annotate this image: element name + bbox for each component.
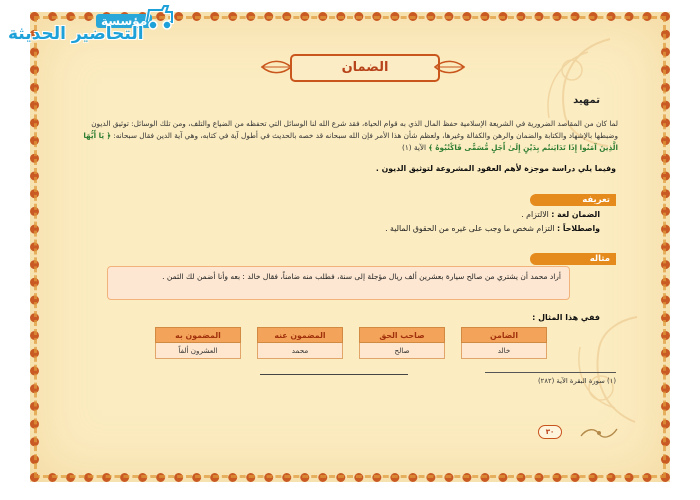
lesson-title [258,54,468,80]
definition-lang [521,210,600,219]
watermark-top-text: مؤسسة [96,14,152,28]
definition-lang-label: الضمان لغة : [551,210,600,219]
page-number-ornament-icon [579,427,619,439]
decorated-page-frame [30,12,670,482]
table-header: الضامن [461,327,547,343]
quran-verse: ﴿ يَا أَيُّهَا الَّذِينَ آمَنُوا إِذَا تَدَايَنتُم بِدَيْنٍ إِلَىٰ أَجَلٍ مُّسَمًّى فَاكْتُبُوهُ ﴾ [83,131,618,153]
table-header: المضمون به [155,327,241,343]
table-header: صاحب الحق [359,327,445,343]
example-heading-bar: مثاله [530,253,616,265]
table-cell: خالد [461,343,547,359]
truck-logo-icon [142,2,176,32]
lesson-title-text: الضمان [290,54,440,82]
parties-table [155,327,547,359]
intro-heading: تمهيد [573,95,600,106]
table-column-creditor [359,327,445,359]
example-intro: ففي هذا المثال : [532,313,600,322]
table-column-guarantor [461,327,547,359]
definition-heading-bar: تعريفه [530,194,616,206]
table-column-debtor [257,327,343,359]
intro-note: وفيما يلي دراسة موجزة لأهم العقود المشروعة لتوثيق الديون . [375,164,616,173]
watermark-bottom-text: التحاضير الحديثة [8,24,144,44]
footnote-separator [485,372,616,373]
example-box: أراد محمد أن يشتري من صالح سيارة بعشرين ألف ريال مؤجلة إلى سنة، فطلب منه ضامناً، فقال خالد : بعه وأنا أضمن لك الثمن . [107,266,570,300]
institution-watermark [0,0,180,46]
table-cell: صالح [359,343,445,359]
right-title-ornament-icon [434,58,468,76]
relationship-line [260,366,408,375]
table-cell: العشرون ألفاً [155,343,241,359]
footnote: (١) سورة البقرة الآية (٢٨٢) [538,377,616,385]
definition-lang-text: الالتزام . [521,210,549,219]
table-cell: محمد [257,343,343,359]
definition-term-text: التزام شخص ما وجب على غيره من الحقوق المالية . [385,224,555,233]
verse-reference: الآية (١) [402,143,427,153]
table-column-guaranteed-amount [155,327,241,359]
intro-paragraph [83,118,618,155]
definition-term-label: واصطلاحاً : [557,224,600,233]
intro-text: لما كان من المقاصد الضرورية في الشريعة الإسلامية حفظ المال الذي به قوام الحياة، فقد شرع الله لنا الوسائل التي تحفظه من الضياع والتلف، ومن تلك الوسائل: توثيق الديون وضبطها بالإشهاد والكتابة والضمان والرهن والكفالة وغيرها، ولعظم شأن هذا الأمر فإن الله سبحانه قد خصه بالحديث في أطول آية في كتابه، وهي آية الدين فقال سبحانه: [91,119,618,141]
table-header: المضمون عنه [257,327,343,343]
definition-term [385,224,600,233]
page-number: ٣٠ [538,425,562,439]
left-title-ornament-icon [258,58,292,76]
